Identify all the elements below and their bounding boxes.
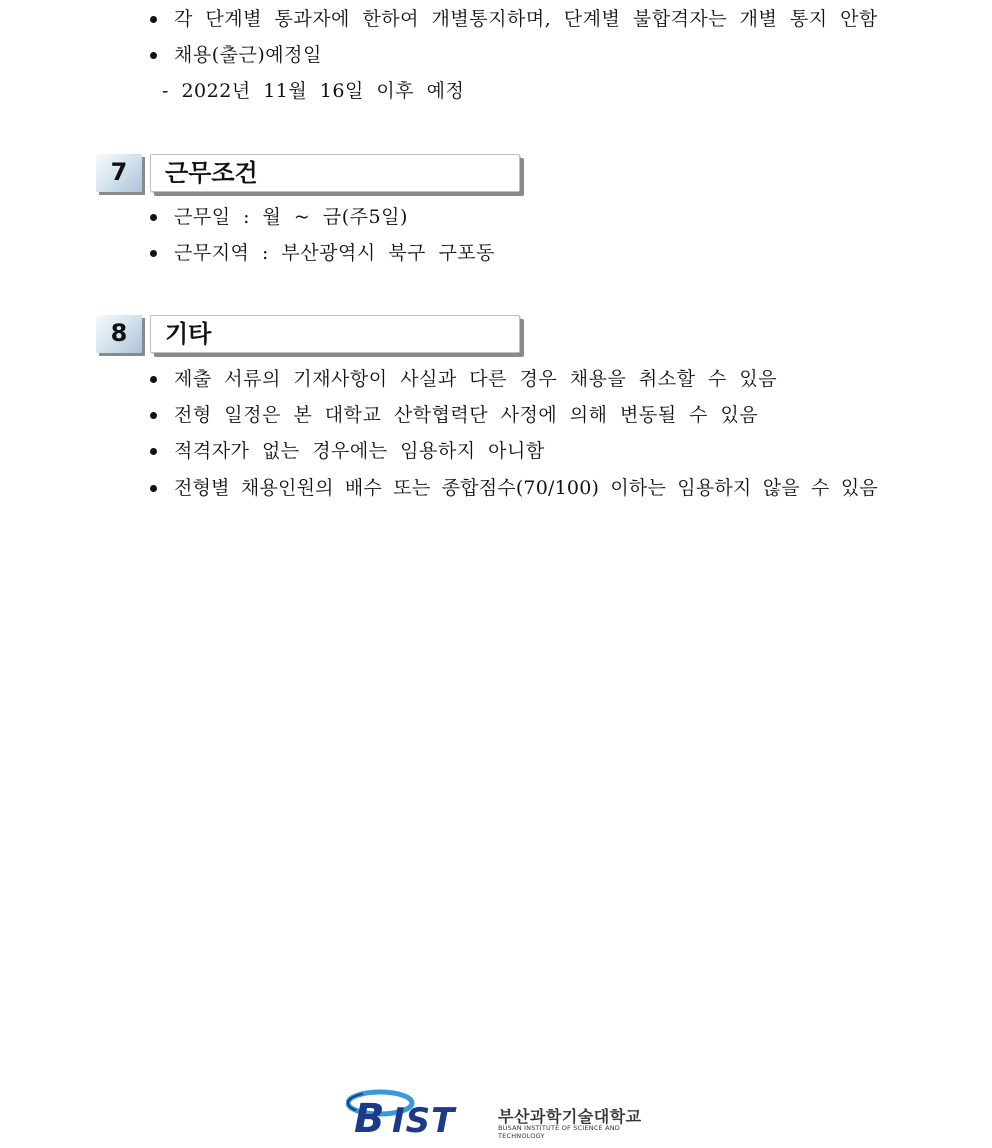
other-item: 제출 서류의 기재사항이 사실과 다른 경우 채용을 취소할 수 있음 — [174, 368, 778, 390]
other-item: 전형 일정은 본 대학교 산학협력단 사정에 의해 변동될 수 있음 — [174, 404, 759, 426]
bullet-icon — [150, 16, 157, 23]
svg-text:IST: IST — [392, 1101, 456, 1138]
section-title: 기타 — [165, 320, 212, 348]
section-number: 7 — [96, 154, 142, 192]
section-8-header — [96, 315, 526, 359]
svg-text:B: B — [354, 1096, 385, 1138]
bullet-icon — [150, 448, 157, 455]
work-days: 근무일 : 월 ~ 금(주5일) — [174, 206, 408, 228]
other-item: 전형별 채용인원의 배수 또는 종합점수(70/100) 이하는 임용하지 않을 수 있음 — [174, 477, 878, 499]
work-location: 근무지역 : 부산광역시 북구 구포동 — [174, 242, 496, 264]
section-number: 8 — [96, 315, 142, 353]
bullet-icon — [150, 52, 157, 59]
section-title: 근무조건 — [165, 159, 258, 187]
bullet-icon — [150, 485, 157, 492]
notice-text: 각 단계별 통과자에 한하여 개별통지하며, 단계별 불합격자는 개별 통지 안함 — [174, 8, 878, 30]
section-title-box — [150, 315, 520, 353]
bullet-icon — [150, 376, 157, 383]
section-title-box — [150, 154, 520, 192]
section-7-header — [96, 154, 526, 198]
bullet-icon — [150, 412, 157, 419]
bist-logo — [346, 1086, 666, 1138]
university-english-name: BUSAN INSTITUTE OF SCIENCE AND TECHNOLOGY — [498, 1124, 621, 1140]
other-item: 적격자가 없는 경우에는 임용하지 아니함 — [174, 440, 545, 462]
bullet-icon — [150, 214, 157, 221]
start-date-label: 채용(출근)예정일 — [174, 44, 322, 66]
bist-logo-mark — [346, 1086, 496, 1138]
university-korean-name: 부산과학기술대학교 — [498, 1107, 642, 1126]
start-date-value: - 2022년 11월 16일 이후 예정 — [162, 80, 465, 102]
bullet-icon — [150, 250, 157, 257]
